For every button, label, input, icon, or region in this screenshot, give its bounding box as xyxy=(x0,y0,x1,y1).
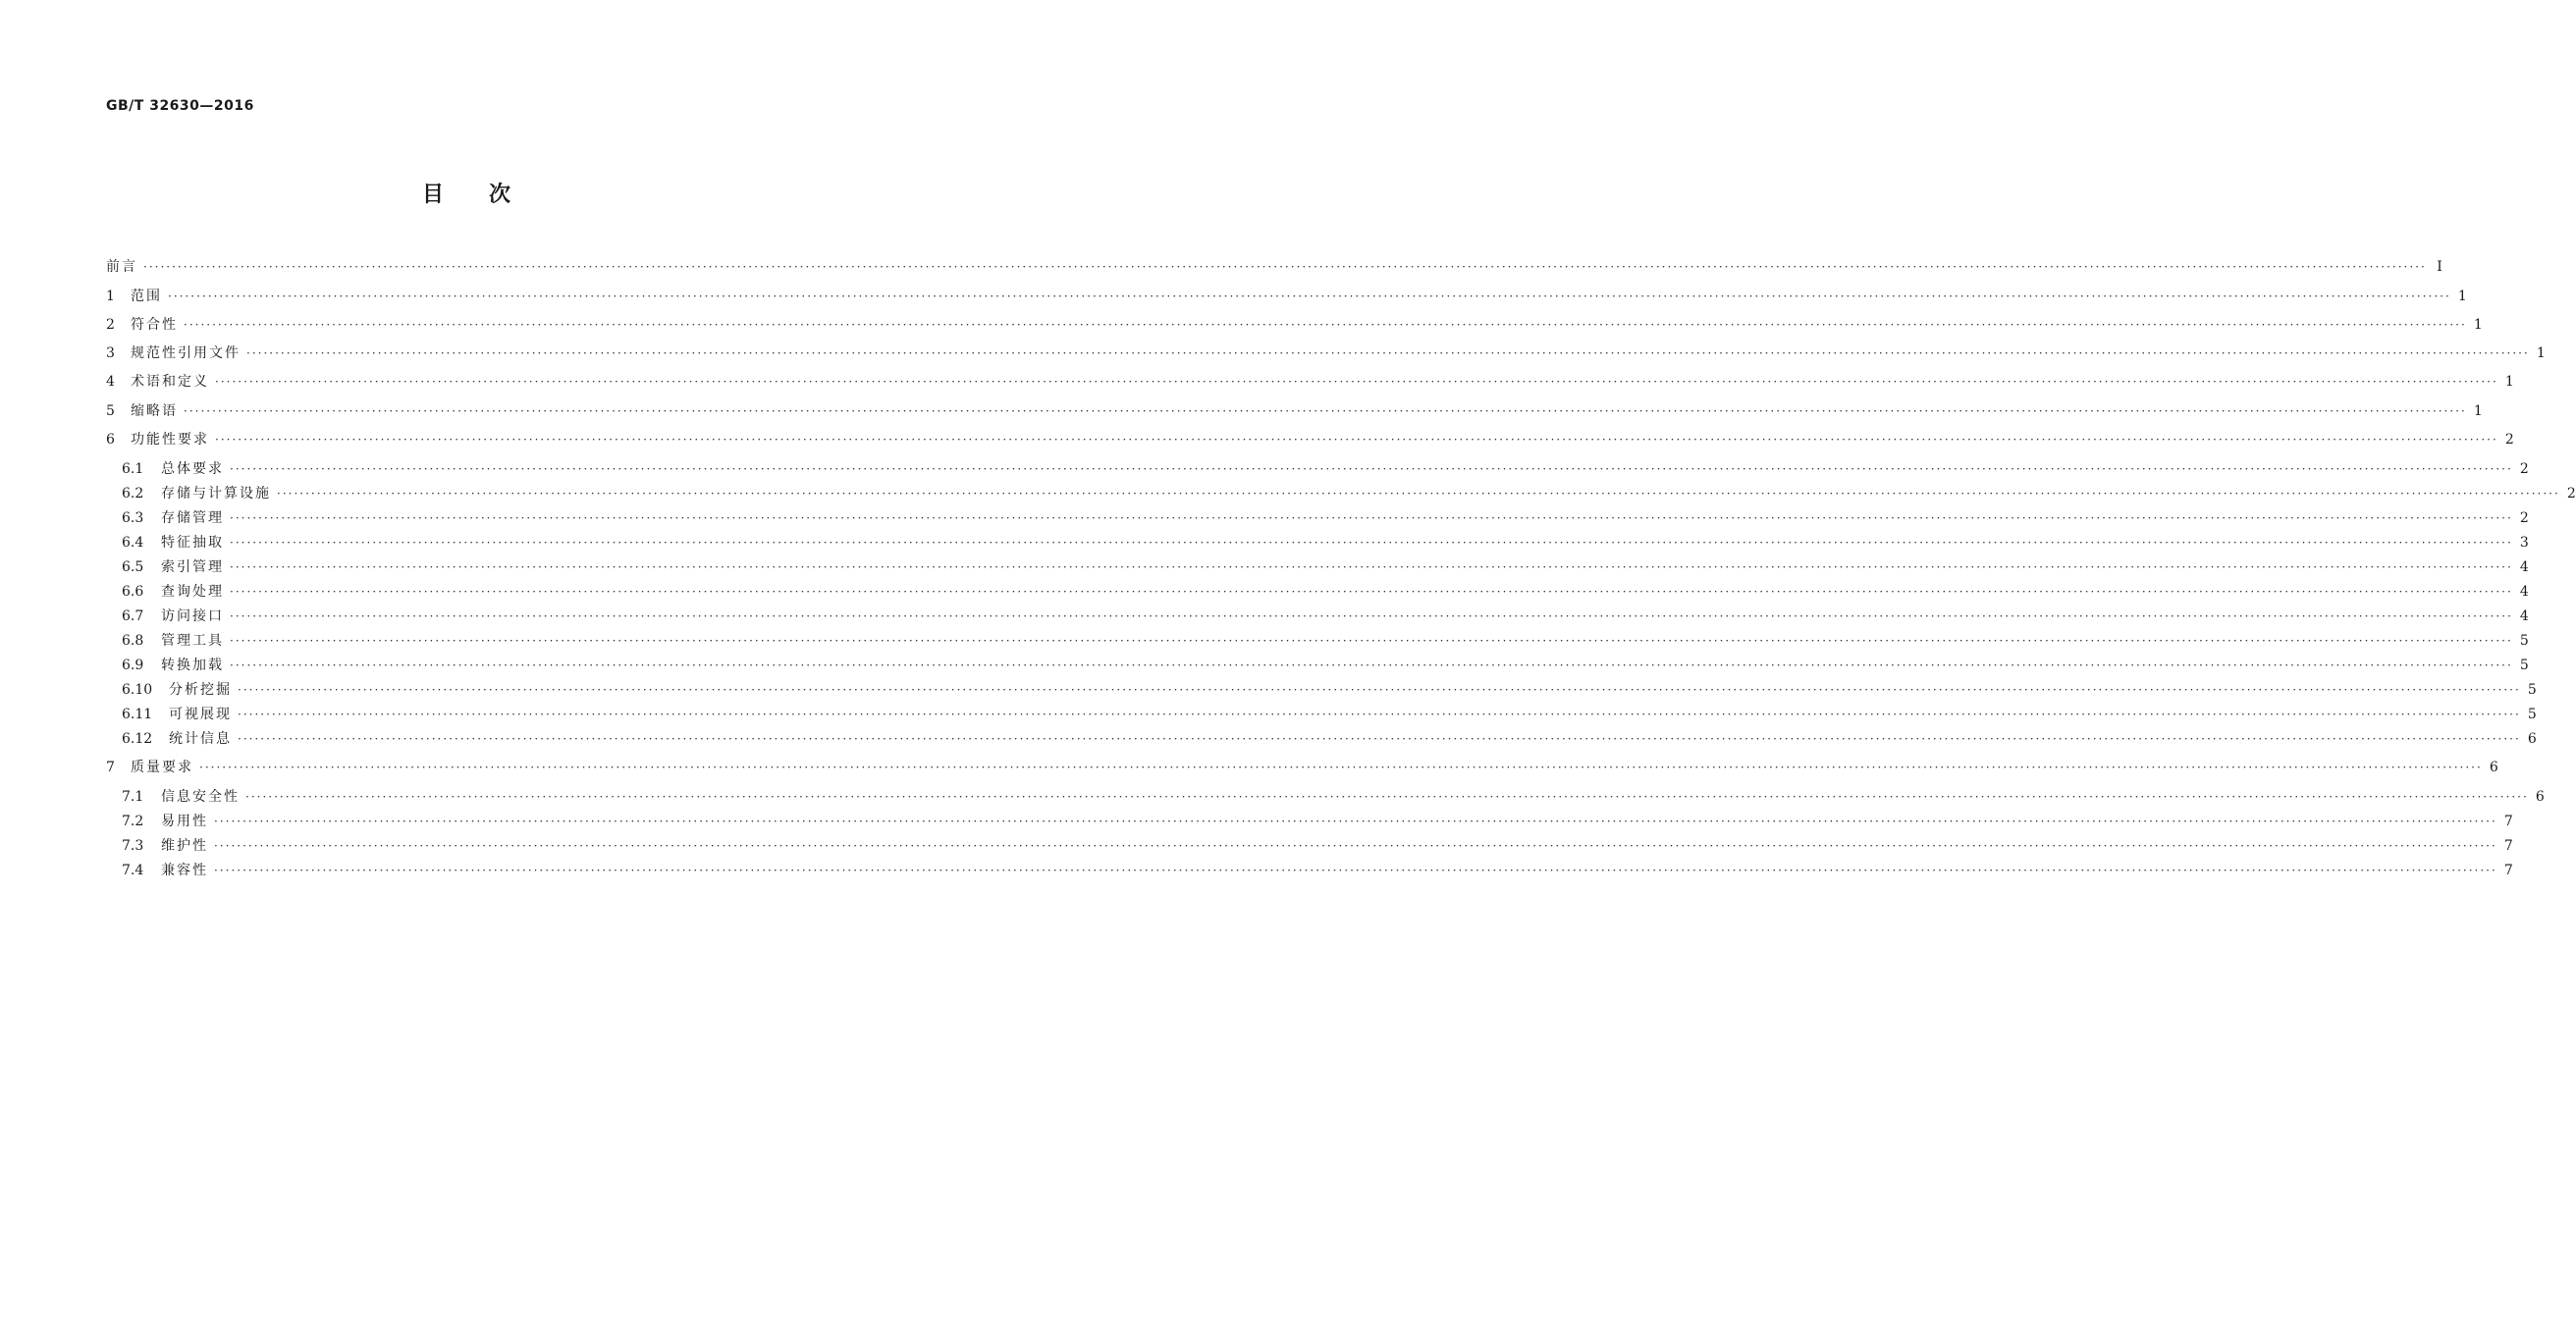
toc-entry[interactable] xyxy=(122,483,2576,502)
toc-entry[interactable] xyxy=(122,532,2529,552)
toc-entry-page: 7 xyxy=(2503,838,2513,854)
toc-entry[interactable] xyxy=(106,371,2514,391)
toc-entry-page: 4 xyxy=(2519,559,2529,575)
toc-entry-number: 6.10 xyxy=(122,682,153,698)
toc-entry-page: 6 xyxy=(2527,731,2537,747)
toc-entry-page: 2 xyxy=(2519,510,2529,526)
toc-leader-dots: ················································································································································································································································································································································································································ xyxy=(214,864,2497,877)
toc-entry-label: 特征抽取 xyxy=(161,535,224,551)
toc-entry-number: 1 xyxy=(106,289,115,304)
toc-entry[interactable] xyxy=(122,507,2529,527)
toc-entry-number: 6.7 xyxy=(122,608,144,624)
toc-entry[interactable] xyxy=(106,256,2442,276)
toc-entry-label: 查询处理 xyxy=(161,584,224,600)
toc-leader-dots: ················································································································································································································································································································································································································ xyxy=(230,609,2513,623)
toc-entry-number: 4 xyxy=(106,374,115,390)
toc-entry-page: 1 xyxy=(2473,317,2483,333)
toc-entry-page: 1 xyxy=(2457,289,2467,304)
toc-leader-dots: ················································································································································································································································································································································································································ xyxy=(238,708,2521,721)
toc-leader-dots: ················································································································································································································································································································································································································ xyxy=(215,433,2498,447)
toc-leader-dots: ················································································································································································································································································································································································································ xyxy=(246,346,2530,360)
toc-entry-number: 7.4 xyxy=(122,863,144,878)
toc-entry-number: 6 xyxy=(106,432,115,448)
toc-leader-dots: ················································································································································································································································································································································································································ xyxy=(230,585,2513,599)
toc-entry-label: 易用性 xyxy=(161,814,208,829)
toc-entry-number: 6.3 xyxy=(122,510,144,526)
toc-entry-number: 6.11 xyxy=(122,707,153,722)
toc-leader-dots: ················································································································································································································································································································································································································ xyxy=(238,732,2521,746)
toc-entry-label: 存储管理 xyxy=(161,510,224,526)
toc-entry-page: 1 xyxy=(2504,374,2514,390)
toc-entry[interactable] xyxy=(106,343,2546,362)
toc-entry-label: 统计信息 xyxy=(169,731,232,747)
toc-entry[interactable] xyxy=(106,314,2483,334)
toc-entry-page: 3 xyxy=(2519,535,2529,551)
toc-entry[interactable] xyxy=(122,835,2513,855)
toc-entry-label: 可视展现 xyxy=(169,707,232,722)
toc-entry[interactable] xyxy=(106,286,2467,305)
toc-entry-number: 6.9 xyxy=(122,658,144,673)
toc-entry-label: 维护性 xyxy=(161,838,208,854)
toc-leader-dots: ················································································································································································································································································································································································································ xyxy=(230,511,2513,525)
toc-entry-label: 质量要求 xyxy=(131,760,193,775)
toc-entry-label: 范围 xyxy=(131,289,162,304)
toc-entry-label: 转换加载 xyxy=(161,658,224,673)
toc-entry-page: 2 xyxy=(2566,486,2576,501)
toc-entry-page: 5 xyxy=(2527,707,2537,722)
toc-entry[interactable] xyxy=(122,606,2529,625)
toc-entry-page: 4 xyxy=(2519,584,2529,600)
toc-leader-dots: ················································································································································································································································································································································································································ xyxy=(230,634,2513,648)
toc-entry-number: 6.5 xyxy=(122,559,144,575)
toc-entry-number: 7.2 xyxy=(122,814,144,829)
toc-entry-page: 1 xyxy=(2473,403,2483,419)
toc-entry-label: 缩略语 xyxy=(131,403,178,419)
toc-entry-number: 6.8 xyxy=(122,633,144,649)
page-title: 目次 xyxy=(421,183,556,207)
toc-entry[interactable] xyxy=(106,400,2483,420)
toc-leader-dots: ················································································································································································································································································································································································································ xyxy=(230,659,2513,672)
toc-leader-dots: ················································································································································································································································································································································································································ xyxy=(143,260,2427,274)
toc-entry-label: 规范性引用文件 xyxy=(131,345,241,361)
toc-leader-dots: ················································································································································································································································································································································································································ xyxy=(184,404,2467,418)
toc-entry[interactable] xyxy=(106,757,2498,776)
toc-entry-number: 3 xyxy=(106,345,115,361)
toc-entry-page: 4 xyxy=(2519,608,2529,624)
toc-entry-page: 5 xyxy=(2527,682,2537,698)
toc-leader-dots: ················································································································································································································································································································································································································ xyxy=(199,761,2483,774)
toc-entry[interactable] xyxy=(122,458,2529,478)
toc-entry-label: 管理工具 xyxy=(161,633,224,649)
toc-leader-dots: ················································································································································································································································································································································································································ xyxy=(245,790,2529,804)
toc-entry-label: 符合性 xyxy=(131,317,178,333)
toc-entry[interactable] xyxy=(122,655,2529,674)
toc-entry-number: 5 xyxy=(106,403,115,419)
toc-entry-label: 术语和定义 xyxy=(131,374,209,390)
toc-entry-page: 1 xyxy=(2536,345,2546,361)
toc-entry[interactable] xyxy=(122,860,2513,879)
toc-entry-label: 信息安全性 xyxy=(161,789,240,805)
toc-entry-number: 6.6 xyxy=(122,584,144,600)
toc-entry-page: 5 xyxy=(2519,633,2529,649)
toc-entry-page: 2 xyxy=(2504,432,2514,448)
toc-leader-dots: ················································································································································································································································································································································································································ xyxy=(230,536,2513,550)
toc-entry[interactable] xyxy=(122,704,2537,723)
toc-leader-dots: ················································································································································································································································································································································································································ xyxy=(168,290,2451,303)
toc-entry-number: 6.12 xyxy=(122,731,153,747)
toc-entry-number: 6.2 xyxy=(122,486,144,501)
toc-entry-label: 功能性要求 xyxy=(131,432,209,448)
toc-entry-page: 5 xyxy=(2519,658,2529,673)
toc-leader-dots: ················································································································································································································································································································································································································ xyxy=(238,683,2521,697)
toc-leader-dots: ················································································································································································································································································································································································································ xyxy=(230,462,2513,476)
toc-entry-number: 6.1 xyxy=(122,461,144,477)
toc-entry[interactable] xyxy=(122,679,2537,699)
toc-entry-label: 兼容性 xyxy=(161,863,208,878)
toc-leader-dots: ················································································································································································································································································································································································································ xyxy=(184,318,2467,332)
toc-leader-dots: ················································································································································································································································································································································································································ xyxy=(215,375,2498,389)
toc-entry-number: 7.1 xyxy=(122,789,144,805)
toc-leader-dots: ················································································································································································································································································································································································································ xyxy=(277,487,2560,501)
toc-entry[interactable] xyxy=(122,786,2545,806)
toc-leader-dots: ················································································································································································································································································································································································································ xyxy=(230,560,2513,574)
toc-entry-page: 2 xyxy=(2519,461,2529,477)
toc-entry[interactable] xyxy=(122,811,2513,830)
toc-entry-number: 7 xyxy=(106,760,115,775)
toc-entry-label: 索引管理 xyxy=(161,559,224,575)
toc-entry-page: 7 xyxy=(2503,863,2513,878)
toc-entry[interactable] xyxy=(122,581,2529,601)
toc-entry[interactable] xyxy=(122,728,2537,748)
toc-leader-dots: ················································································································································································································································································································································································································ xyxy=(214,815,2497,828)
toc-entry-label: 总体要求 xyxy=(161,461,224,477)
toc-entry-number: 2 xyxy=(106,317,115,333)
toc-entry-page: 6 xyxy=(2489,760,2498,775)
toc-entry-label: 访问接口 xyxy=(161,608,224,624)
toc-entry[interactable] xyxy=(122,630,2529,650)
toc-entry-page: Ⅰ xyxy=(2437,259,2442,275)
toc-entry-label: 前言 xyxy=(106,259,137,275)
toc-entry-page: 7 xyxy=(2503,814,2513,829)
toc-entry[interactable] xyxy=(106,429,2514,448)
toc-entry-label: 存储与计算设施 xyxy=(161,486,271,501)
toc-entry-number: 6.4 xyxy=(122,535,144,551)
toc-entry[interactable] xyxy=(122,556,2529,576)
toc-entry-page: 6 xyxy=(2535,789,2545,805)
toc-leader-dots: ················································································································································································································································································································································································································ xyxy=(214,839,2497,853)
toc-entry-number: 7.3 xyxy=(122,838,144,854)
standard-code: GB/T 32630—2016 xyxy=(106,98,254,114)
toc-entry-label: 分析挖掘 xyxy=(169,682,232,698)
